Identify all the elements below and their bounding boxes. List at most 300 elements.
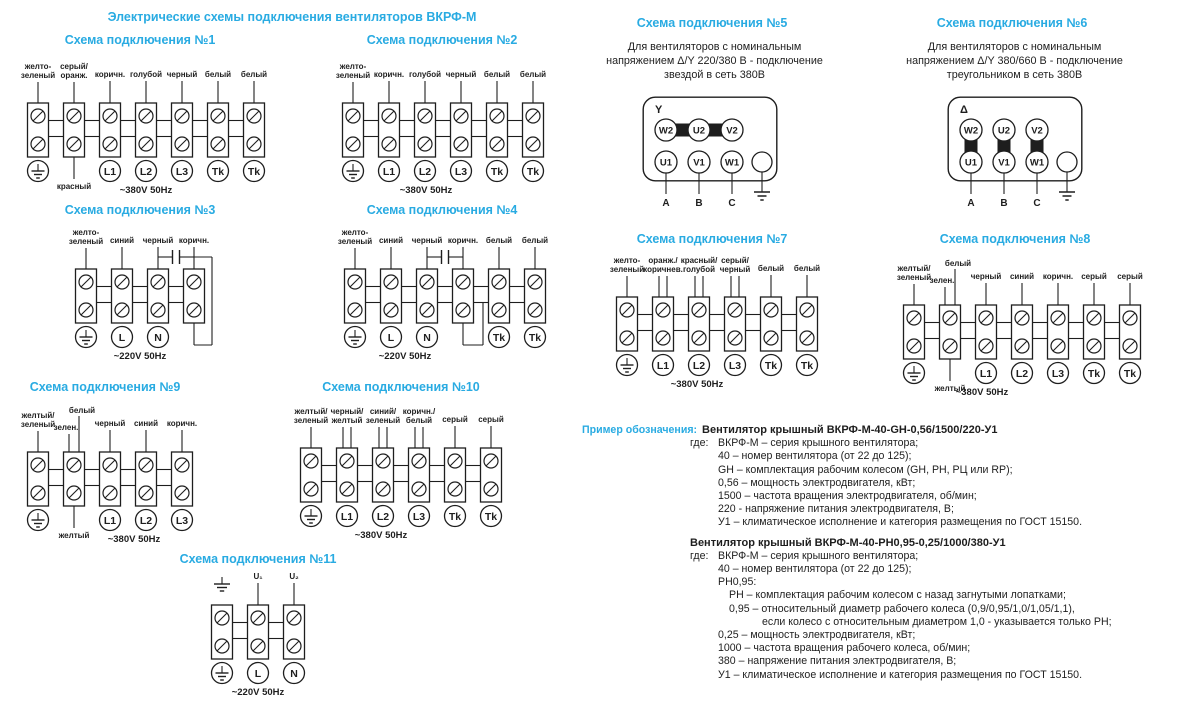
svg-text:зеленый: зеленый	[293, 416, 329, 425]
terminal-block	[523, 103, 544, 157]
terminal-circle	[381, 327, 402, 348]
phase-label	[1000, 198, 1007, 209]
scheme-2-diagram	[331, 55, 555, 202]
terminal-block	[1084, 305, 1105, 359]
wire-label	[134, 419, 158, 428]
svg-text:серый: серый	[478, 415, 504, 424]
svg-text:синий: синий	[378, 236, 404, 245]
earth-terminal-icon	[28, 161, 49, 182]
wire-label	[294, 407, 329, 425]
terminal-block	[100, 103, 121, 157]
voltage-label: ~380V 50Hz	[399, 185, 453, 196]
svg-text:желтый/: желтый/	[897, 264, 931, 273]
terminal-block	[184, 269, 205, 323]
scheme-3-title: Схема подключения №3	[64, 203, 216, 217]
terminal-block	[451, 103, 472, 157]
terminal-circle	[172, 510, 193, 531]
example-line-text: РН0,95:	[718, 576, 757, 589]
svg-text:желто-: желто-	[72, 228, 100, 237]
svg-text:Tk: Tk	[211, 166, 225, 178]
svg-text:черный/: черный/	[330, 407, 364, 416]
terminal-block	[301, 448, 322, 502]
terminal-block	[337, 448, 358, 502]
earth-terminal-icon	[904, 363, 925, 384]
svg-text:белый: белый	[485, 236, 513, 245]
wire-label	[331, 407, 365, 425]
example-head	[582, 424, 1183, 437]
example-line	[690, 629, 1183, 642]
earth-terminal-icon	[28, 510, 49, 531]
terminal-block	[112, 269, 133, 323]
terminal-circle	[409, 506, 430, 527]
example-line	[690, 450, 1183, 463]
svg-text:белый: белый	[68, 406, 96, 415]
terminal-circle	[1084, 363, 1105, 384]
svg-text:L2: L2	[139, 515, 153, 527]
example-line-text: если колесо с относительным диаметром 1,0 - указывается только РН;	[762, 615, 1112, 628]
wire-label	[448, 236, 478, 245]
example-line-text: РН – комплектация рабочим колесом с назад загнутыми лопатками;	[729, 589, 1066, 602]
svg-text:V2: V2	[726, 125, 738, 137]
terminal-block	[489, 269, 510, 323]
svg-text:L3: L3	[175, 515, 189, 527]
terminal-block	[453, 269, 474, 323]
scheme-10-title: Схема подключения №10	[322, 380, 480, 394]
voltage-label: ~220V 50Hz	[231, 687, 285, 698]
scheme-5-description-line: Для вентиляторов с номинальным	[627, 41, 802, 53]
svg-text:зеленый: зеленый	[335, 71, 371, 80]
svg-text:серый/: серый/	[721, 256, 749, 265]
wire-label	[794, 264, 820, 273]
terminal-circle	[976, 363, 997, 384]
svg-text:L2: L2	[1015, 368, 1029, 380]
svg-text:L3: L3	[412, 511, 426, 523]
voltage-label: ~380V 50Hz	[670, 379, 724, 390]
scheme-6-description	[862, 40, 1167, 83]
svg-text:L: L	[118, 332, 126, 344]
svg-text:белый: белый	[405, 416, 433, 425]
terminal-block	[381, 269, 402, 323]
terminal-block	[904, 305, 925, 359]
svg-text:серый: серый	[442, 415, 468, 424]
example-line-text: ВКРФ-М – серия крышного вентилятора;	[718, 437, 919, 450]
phase-label	[967, 198, 974, 209]
wire-label	[758, 264, 784, 273]
example-line	[690, 576, 1183, 589]
example-line-text: У1 – климатическое исполнение и категория размещения по ГОСТ 15150.	[718, 516, 1083, 529]
example-line	[690, 642, 1183, 655]
scheme-6-description-line: Для вентиляторов с номинальным	[927, 41, 1102, 53]
earth-terminal-icon	[345, 327, 366, 348]
example-line-text: 40 – номер вентилятора (от 22 до 125);	[718, 450, 912, 463]
svg-text:L1: L1	[340, 511, 354, 523]
wire-label	[167, 419, 197, 428]
svg-text:C: C	[728, 198, 736, 209]
svg-text:зелен.: зелен.	[53, 423, 79, 432]
example-line-text: GH – комплектация рабочим колесом (GH, РН, РЦ или RP);	[718, 463, 1013, 476]
page-title: Электрические схемы подключения вентиляторов ВКРФ-М	[107, 10, 477, 24]
wire-label	[374, 70, 404, 79]
terminal-circle	[797, 355, 818, 376]
wire-label	[945, 259, 971, 268]
svg-text:Tk: Tk	[1087, 368, 1101, 380]
terminal-block	[100, 452, 121, 506]
scheme-3-diagram	[64, 221, 234, 368]
svg-text:зеленый: зеленый	[365, 416, 401, 425]
example-line	[690, 603, 1183, 616]
svg-text:L: L	[254, 668, 262, 680]
wire-label	[484, 70, 510, 79]
svg-text:белый: белый	[483, 70, 511, 79]
wire-label	[379, 236, 403, 245]
svg-text:желтый/: желтый/	[294, 407, 328, 416]
terminal-block	[136, 103, 157, 157]
svg-text:черный: черный	[411, 236, 443, 245]
svg-text:V1: V1	[693, 157, 705, 169]
wire-label	[446, 70, 477, 79]
svg-text:желто-: желто-	[339, 62, 367, 71]
scheme-9-svg	[16, 404, 204, 546]
svg-text:красный: красный	[56, 182, 92, 191]
svg-text:серый: серый	[1117, 272, 1143, 281]
svg-text:коричн.: коричн.	[1042, 272, 1074, 281]
terminal-block	[976, 305, 997, 359]
svg-text:оранж.: оранж.	[60, 71, 88, 80]
example-line	[690, 477, 1183, 490]
terminal-block	[797, 297, 818, 351]
wire-label	[289, 572, 299, 581]
example-line-text: 0,56 – мощность электродвигателя, кВт;	[718, 476, 916, 489]
terminal-block	[208, 103, 229, 157]
voltage-label: ~220V 50Hz	[113, 351, 167, 362]
scheme-6-description-line: напряжением Δ/Y 380/660 В - подключение	[906, 55, 1123, 68]
terminal-block	[212, 605, 233, 659]
scheme-5-title: Схема подключения №5	[636, 16, 788, 30]
svg-text:синий/: синий/	[369, 407, 397, 416]
scheme-7-title: Схема подключения №7	[636, 232, 788, 246]
wire-label	[167, 70, 198, 79]
scheme-1-svg	[16, 55, 276, 197]
scheme-8-svg	[892, 257, 1152, 399]
scheme-11-diagram	[200, 557, 316, 704]
terminal-circle	[481, 506, 502, 527]
svg-text:желто-: желто-	[341, 228, 369, 237]
scheme-8-diagram	[892, 257, 1152, 404]
terminal-block	[64, 452, 85, 506]
wire-label	[522, 236, 548, 245]
svg-text:желтый: желтый	[58, 531, 90, 540]
terminal-circle	[244, 161, 265, 182]
terminal-block	[28, 452, 49, 506]
scheme-3-svg	[64, 221, 234, 363]
wire-label	[610, 256, 644, 274]
wire-label	[21, 411, 56, 429]
earth-terminal-icon	[617, 355, 638, 376]
svg-text:серый: серый	[1081, 272, 1107, 281]
example-line	[690, 503, 1183, 516]
terminal-block	[409, 448, 430, 502]
svg-text:V1: V1	[998, 157, 1010, 169]
scheme-6-diagram	[947, 96, 1087, 219]
wire-label	[897, 264, 932, 282]
terminal-circle	[1048, 363, 1069, 384]
terminal-circle	[112, 327, 133, 348]
terminal-circle	[136, 161, 157, 182]
svg-text:A: A	[662, 198, 670, 209]
terminal-circle	[445, 506, 466, 527]
terminal-circle	[489, 327, 510, 348]
svg-text:черный: черный	[166, 70, 198, 79]
svg-text:L1: L1	[382, 166, 396, 178]
svg-text:Tk: Tk	[800, 360, 814, 372]
terminal-circle	[208, 161, 229, 182]
wire-label	[1117, 272, 1143, 281]
terminal-block	[28, 103, 49, 157]
svg-text:Tk: Tk	[764, 360, 778, 372]
terminal-block	[761, 297, 782, 351]
wire-label	[336, 62, 370, 80]
phase-label	[728, 198, 735, 209]
terminal-circle	[761, 355, 782, 376]
example-line-text: 0,25 – мощность электродвигателя, кВт;	[718, 629, 916, 642]
terminal-circle	[525, 327, 546, 348]
terminal-circle	[653, 355, 674, 376]
terminal-circle	[100, 161, 121, 182]
example-title-1: Вентилятор крышный ВКРФ-М-40-GH-0,56/1500/220-У1	[702, 424, 998, 436]
wire-label	[95, 70, 125, 79]
example-lines-1	[690, 437, 1183, 529]
svg-text:L1: L1	[103, 166, 117, 178]
svg-text:Tk: Tk	[526, 166, 540, 178]
svg-text:черный: черный	[445, 70, 477, 79]
svg-text:зеленый: зеленый	[896, 273, 932, 282]
scheme-9-diagram	[16, 404, 204, 551]
terminal-block	[481, 448, 502, 502]
terminal-block	[417, 269, 438, 323]
scheme-8-title: Схема подключения №8	[939, 232, 1091, 246]
wire-label	[681, 256, 718, 274]
svg-text:L3: L3	[454, 166, 468, 178]
scheme-11-title: Схема подключения №11	[179, 552, 337, 566]
example-line	[690, 616, 1183, 629]
earth-terminal-icon	[76, 327, 97, 348]
scheme-1-title: Схема подключения №1	[64, 33, 216, 47]
svg-text:зеленый: зеленый	[68, 237, 104, 246]
svg-text:коричн.: коричн.	[373, 70, 405, 79]
svg-text:B: B	[1000, 198, 1008, 209]
svg-text:L1: L1	[656, 360, 670, 372]
terminal-block	[1012, 305, 1033, 359]
wire-label	[1081, 272, 1107, 281]
phase-label	[662, 198, 669, 209]
wire-label	[179, 236, 209, 245]
terminal-block	[284, 605, 305, 659]
svg-text:Tk: Tk	[1123, 368, 1137, 380]
scheme-5-diagram	[642, 96, 782, 219]
wire-label	[338, 228, 372, 246]
example-lines-2	[690, 550, 1183, 682]
wire-label	[478, 415, 504, 424]
terminal-block	[525, 269, 546, 323]
voltage-label: ~380V 50Hz	[107, 534, 161, 545]
terminal-block	[76, 269, 97, 323]
example-line	[690, 490, 1183, 503]
svg-text:коричнев.: коричнев.	[643, 265, 683, 274]
example-where-label: где:	[690, 437, 709, 450]
wire-label	[486, 236, 512, 245]
wire-label	[69, 228, 103, 246]
wire-label	[720, 256, 751, 274]
svg-text:L: L	[387, 332, 395, 344]
terminal-circle	[415, 161, 436, 182]
voltage-label: ~380V 50Hz	[354, 530, 408, 541]
svg-text:зеленый: зеленый	[609, 265, 645, 274]
svg-text:N: N	[154, 332, 162, 344]
wire-label	[54, 423, 79, 432]
svg-text:L3: L3	[175, 166, 189, 178]
svg-text:W2: W2	[658, 125, 674, 137]
scheme-7-svg	[605, 249, 829, 391]
terminal-circle	[172, 161, 193, 182]
terminal-block	[940, 305, 961, 359]
winding-label: Y	[655, 104, 663, 116]
terminal-circle	[100, 510, 121, 531]
svg-text:коричн.: коричн.	[166, 419, 198, 428]
svg-text:коричн.: коричн.	[94, 70, 126, 79]
svg-text:N: N	[290, 668, 298, 680]
scheme-4-svg	[333, 221, 557, 363]
svg-text:желтый: желтый	[331, 416, 363, 425]
svg-text:U2: U2	[997, 125, 1011, 137]
scheme-2-svg	[331, 55, 555, 197]
scheme-5-description-line: звездой в сеть 380В	[664, 69, 765, 82]
wire-label	[130, 70, 162, 79]
example-line	[690, 550, 1183, 563]
svg-text:L1: L1	[103, 515, 117, 527]
wire-label	[205, 70, 231, 79]
svg-text:U₁: U₁	[253, 572, 263, 581]
svg-text:L2: L2	[139, 166, 153, 178]
terminal-circle	[725, 355, 746, 376]
svg-text:W2: W2	[963, 125, 979, 137]
terminal-block	[148, 269, 169, 323]
wire-label	[930, 276, 955, 285]
example-line-text: ВКРФ-М – серия крышного вентилятора;	[718, 549, 919, 562]
svg-text:Tk: Tk	[247, 166, 261, 178]
svg-text:желто-: желто-	[24, 62, 52, 71]
scheme-5-description-line: напряжением Δ/Y 220/380 В - подключение	[606, 55, 823, 68]
terminal-circle	[689, 355, 710, 376]
svg-text:L2: L2	[692, 360, 706, 372]
terminal-circle	[337, 506, 358, 527]
svg-text:оранж./: оранж./	[648, 256, 678, 265]
wire-label	[643, 256, 683, 274]
svg-text:голубой: голубой	[408, 70, 442, 79]
example-line-text: 380 – напряжение питания электродвигателя, В;	[718, 655, 957, 668]
scheme-10-diagram	[289, 400, 513, 547]
svg-text:желтый/: желтый/	[21, 411, 55, 420]
example-title-2: Вентилятор крышный ВКРФ-М-40-РН0,95-0,25/1000/380-У1	[690, 536, 1006, 549]
terminal-block	[244, 103, 265, 157]
terminal-block	[689, 297, 710, 351]
voltage-label: ~380V 50Hz	[119, 185, 173, 196]
wire-label	[1043, 272, 1073, 281]
svg-text:V2: V2	[1031, 125, 1043, 137]
capacitor-icon	[427, 250, 463, 264]
scheme-1-diagram	[16, 55, 276, 202]
terminal-circle	[523, 161, 544, 182]
wire-label	[241, 70, 267, 79]
terminal-block	[343, 103, 364, 157]
terminal-block	[445, 448, 466, 502]
earth-terminal-icon	[343, 161, 364, 182]
svg-text:коричн.: коричн.	[178, 236, 210, 245]
svg-text:черный: черный	[719, 265, 751, 274]
terminal-circle	[417, 327, 438, 348]
wire-label	[366, 407, 400, 425]
example-line	[690, 589, 1183, 602]
svg-text:белый: белый	[240, 70, 268, 79]
wire-label	[58, 531, 90, 540]
svg-text:синий: синий	[133, 419, 159, 428]
wire-label	[143, 236, 174, 245]
terminal-circle	[487, 161, 508, 182]
scheme-2-title: Схема подключения №2	[366, 33, 518, 47]
svg-text:коричн./: коричн./	[402, 407, 436, 416]
voltage-label: ~220V 50Hz	[378, 351, 432, 362]
svg-text:C: C	[1033, 198, 1041, 209]
terminal-circle	[1120, 363, 1141, 384]
example-label: Пример обозначения:	[582, 424, 698, 436]
svg-text:черный: черный	[94, 419, 126, 428]
terminal-block	[64, 103, 85, 157]
svg-text:W1: W1	[724, 157, 740, 169]
wire-label	[21, 62, 55, 80]
earth-terminal-icon	[212, 663, 233, 684]
svg-text:A: A	[967, 198, 975, 209]
winding-label: Δ	[960, 104, 968, 116]
terminal-block	[248, 605, 269, 659]
scheme-4-diagram	[333, 221, 557, 368]
svg-text:L3: L3	[1051, 368, 1065, 380]
terminal-circle	[284, 663, 305, 684]
svg-text:U₂: U₂	[289, 572, 299, 581]
terminal-block	[1120, 305, 1141, 359]
wire-label	[110, 236, 134, 245]
svg-text:L2: L2	[418, 166, 432, 178]
terminal-circle	[1012, 363, 1033, 384]
svg-text:Tk: Tk	[528, 332, 542, 344]
phase-label	[695, 198, 702, 209]
terminal-block	[379, 103, 400, 157]
wire-label	[412, 236, 443, 245]
svg-text:зеленый: зеленый	[20, 71, 56, 80]
svg-text:голубой: голубой	[129, 70, 163, 79]
svg-text:Tk: Tk	[490, 166, 504, 178]
scheme-6-svg	[947, 96, 1087, 214]
svg-text:зеленый: зеленый	[20, 420, 56, 429]
wire-label	[1010, 272, 1034, 281]
svg-text:W1: W1	[1029, 157, 1045, 169]
example-line-text: 0,95 – относительный диаметр рабочего колеса (0,9/0,95/1,0/1,05/1,1),	[729, 602, 1075, 615]
example-line-text: 1000 – частота вращения рабочего колеса, об/мин;	[718, 642, 971, 655]
scheme-5-description	[562, 40, 867, 83]
svg-text:U1: U1	[659, 157, 673, 169]
wire-label	[253, 572, 263, 581]
terminal-circle	[136, 510, 157, 531]
scheme-9-title: Схема подключения №9	[29, 380, 181, 394]
svg-text:серый/: серый/	[60, 62, 88, 71]
